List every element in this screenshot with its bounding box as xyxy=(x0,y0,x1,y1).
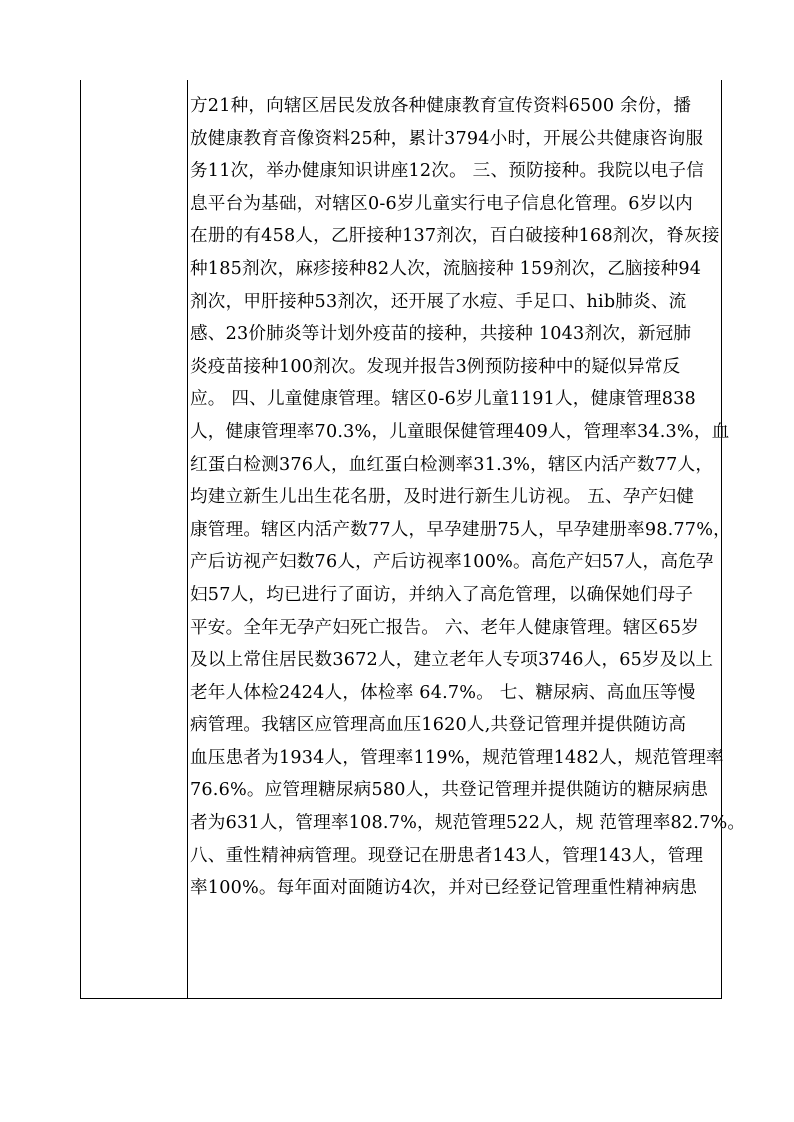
text-line: 放健康教育音像资料25种，累计3794小时，开展公共健康咨询服 xyxy=(190,128,704,149)
text-line: 老年人体检2424人，体检率 64.7%。 七、糖尿病、高血压等慢 xyxy=(190,682,696,703)
text-line: 息平台为基础，对辖区0-6岁儿童实行电子信息化管理。6岁以内 xyxy=(190,193,693,214)
text-line: 八、重性精神病管理。现登记在册患者143人，管理143人，管理 xyxy=(190,845,704,866)
text-line: 率100%。每年面对面随访4次，并对已经登记管理重性精神病患 xyxy=(190,878,698,899)
text-line: 产后访视产妇数76人，产后访视率100%。高危产妇57人，高危孕 xyxy=(190,552,714,573)
text-line: 病管理。我辖区应管理高血压1620人,共登记管理并提供随访高 xyxy=(190,715,687,736)
table-label-column xyxy=(81,80,188,998)
text-line: 感、23价肺炎等计划外疫苗的接种，共接种 1043剂次，新冠肺 xyxy=(190,324,692,345)
text-line: 种185剂次，麻疹接种82人次，流脑接种 159剂次，乙脑接种94 xyxy=(190,258,702,279)
text-line: 务11次，举办健康知识讲座12次。 三、预防接种。我院以电子信 xyxy=(190,161,705,182)
report-table xyxy=(80,80,746,999)
text-line: 康管理。辖区内活产数77人，早孕建册75人，早孕建册率98.77%， xyxy=(190,519,731,540)
text-line: 人，健康管理率70.3%，儿童眼保健管理409人，管理率34.3%，血 xyxy=(190,421,730,442)
text-line: 妇57人，均已进行了面访，并纳入了高危管理，以确保她们母子 xyxy=(190,584,694,605)
text-line: 平安。全年无孕产妇死亡报告。 六、老年人健康管理。辖区65岁 xyxy=(190,617,700,638)
text-line: 炎疫苗接种100剂次。发现并报告3例预防接种中的疑似异常反 xyxy=(190,356,681,377)
text-line: 及以上常住居民数3672人，建立老年人专项3746人，65岁及以上 xyxy=(190,650,714,671)
text-line: 剂次，甲肝接种53剂次，还开展了水痘、手足口、hib肺炎、流 xyxy=(190,291,687,312)
text-line: 红蛋白检测376人，血红蛋白检测率31.3%，辖区内活产数77人， xyxy=(190,454,714,475)
text-line: 76.6%。应管理糖尿病580人，共登记管理并提供随访的糖尿病患 xyxy=(190,780,709,801)
report-body-text xyxy=(190,90,746,905)
text-line: 应。 四、儿童健康管理。辖区0-6岁儿童1191人，健康管理838 xyxy=(190,389,696,410)
text-line: 者为631人，管理率108.7%，规范管理522人，规 范管理率82.7%。 xyxy=(190,813,746,834)
text-line: 方21种，向辖区居民发放各种健康教育宣传资料6500 余份，播 xyxy=(190,96,692,116)
text-line: 血压患者为1934人，管理率119%，规范管理1482人，规范管理率 xyxy=(190,747,724,768)
text-line: 均建立新生儿出生花名册，及时进行新生儿访视。 五、孕产妇健 xyxy=(190,487,695,508)
text-line: 在册的有458人，乙肝接种137剂次，百白破接种168剂次，脊灰接 xyxy=(190,226,720,247)
